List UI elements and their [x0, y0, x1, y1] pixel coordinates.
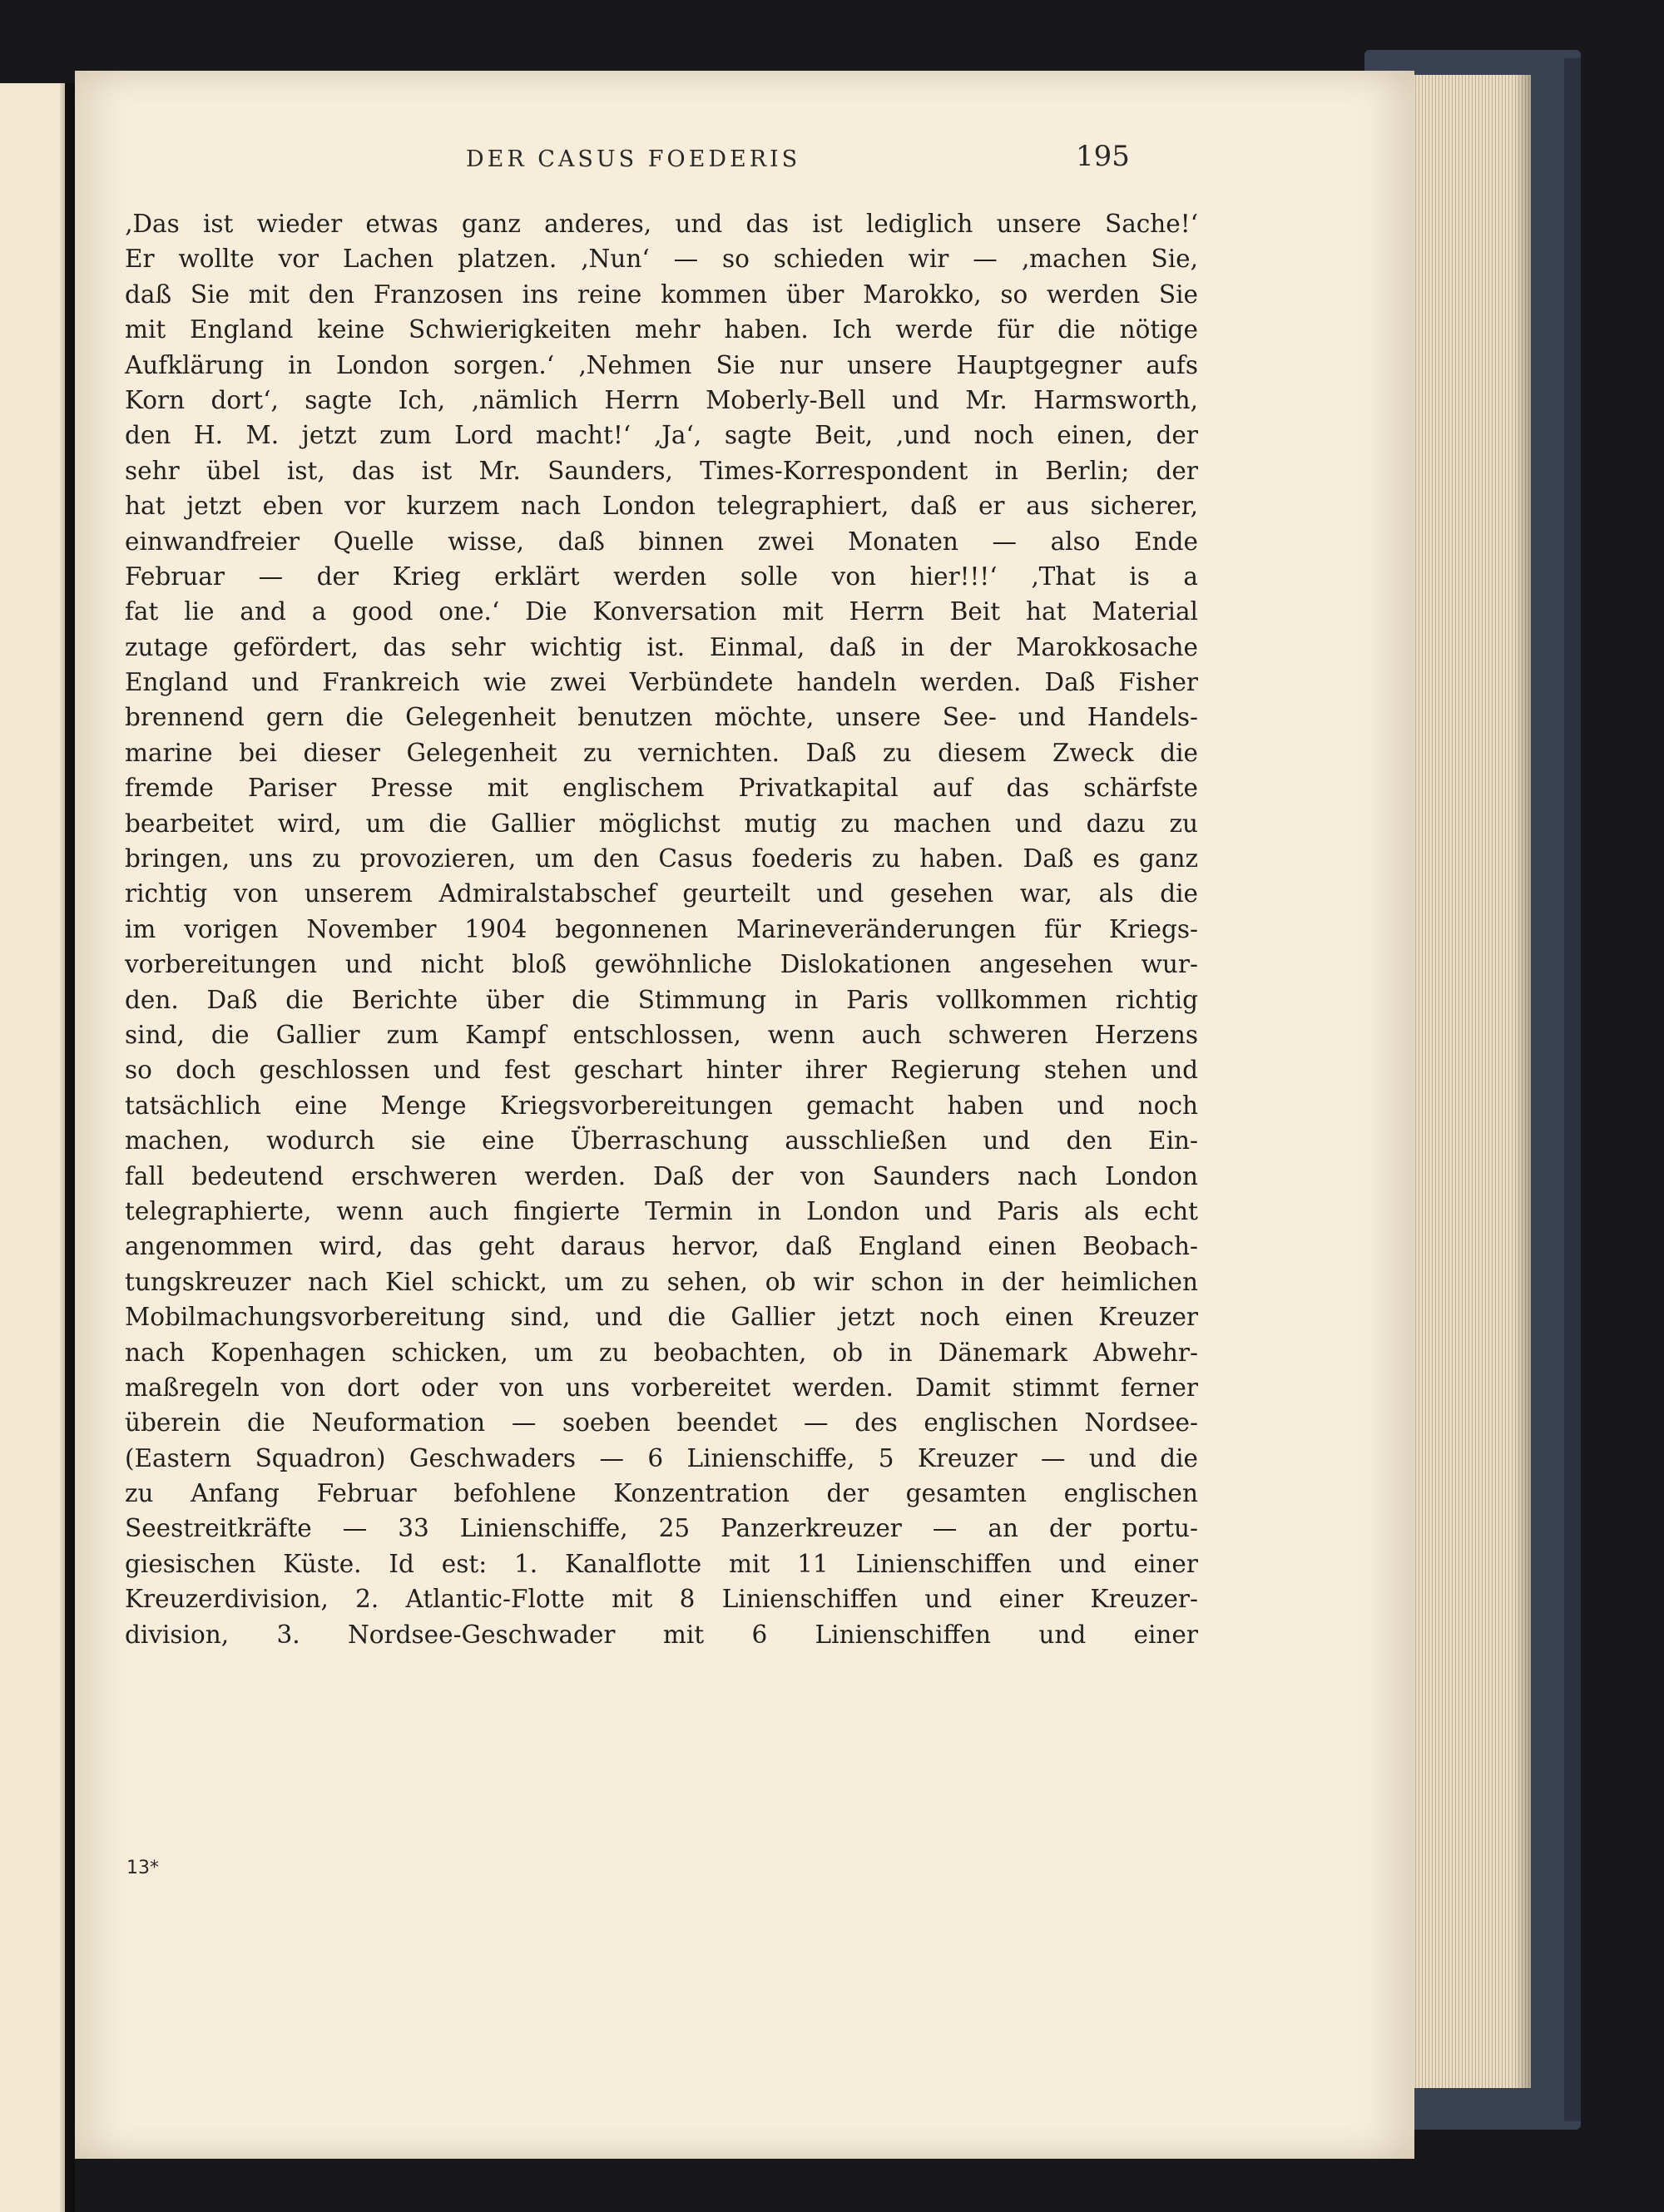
text-line: bringen, uns zu provozieren, um den Casus foederis zu haben. Daß es ganz: [125, 844, 1198, 873]
text-line: marine bei dieser Gelegenheit zu vernichten. Daß zu diesem Zweck die: [125, 738, 1198, 767]
page-stack-edge: [1406, 75, 1531, 2088]
running-head: DER CASUS FOEDERIS: [466, 146, 801, 172]
text-line: ‚Das ist wieder etwas ganz anderes, und das ist lediglich unsere Sache!‘: [125, 210, 1198, 238]
text-line: Korn dort‘, sagte Ich, ‚nämlich Herrn Moberly-Bell und Mr. Harmsworth,: [125, 385, 1198, 414]
text-line: sehr übel ist, das ist Mr. Saunders, Times-Korrespondent in Berlin; der: [125, 456, 1198, 485]
text-line: angenommen wird, das geht daraus hervor, daß England einen Beobach-: [125, 1232, 1198, 1261]
text-line: Aufklärung in London sorgen.‘ ‚Nehmen Sie nur unsere Hauptgegner aufs: [125, 350, 1198, 379]
text-line: sind, die Gallier zum Kampf entschlossen, wenn auch schweren Herzens: [125, 1020, 1198, 1049]
left-page-edge: [0, 83, 65, 2212]
text-line: maßregeln von dort oder von uns vorbereitet werden. Damit stimmt ferner: [125, 1373, 1198, 1402]
text-line: division, 3. Nordsee-Geschwader mit 6 Linienschiffen und einer: [125, 1620, 1198, 1649]
text-line: den. Daß die Berichte über die Stimmung in Paris vollkommen richtig: [125, 985, 1198, 1014]
text-line: Er wollte vor Lachen platzen. ‚Nun‘ — so schieden wir — ‚machen Sie,: [125, 245, 1198, 274]
text-line: richtig von unserem Admiralstabschef geurteilt und gesehen war, als die: [125, 879, 1198, 908]
text-line: nach Kopenhagen schicken, um zu beobachten, ob in Dänemark Abwehr-: [125, 1338, 1198, 1367]
text-line: einwandfreier Quelle wisse, daß binnen zwei Monaten — also Ende: [125, 527, 1198, 556]
book-cover-edge: [1564, 58, 1581, 2121]
gutter-shadow: [60, 83, 75, 2212]
text-line: Kreuzerdivision, 2. Atlantic-Flotte mit 8 Linienschiffen und einer Kreuzer-: [125, 1585, 1198, 1614]
text-line: tatsächlich eine Menge Kriegsvorbereitungen gemacht haben und noch: [125, 1091, 1198, 1120]
text-line: Seestreitkräfte — 33 Linienschiffe, 25 Panzerkreuzer — an der portu-: [125, 1514, 1198, 1543]
text-line: brennend gern die Gelegenheit benutzen möchte, unsere See- und Handels-: [125, 703, 1198, 732]
text-line: vorbereitungen und nicht bloß gewöhnliche Dislokationen angesehen wur-: [125, 950, 1198, 979]
text-line: zu Anfang Februar befohlene Konzentration der gesamten englischen: [125, 1479, 1198, 1508]
text-line: (Eastern Squadron) Geschwaders — 6 Linienschiffe, 5 Kreuzer — und die: [125, 1443, 1198, 1472]
text-line: giesischen Küste. Id est: 1. Kanalflotte mit 11 Linienschiffen und einer: [125, 1549, 1198, 1578]
text-line: mit England keine Schwierigkeiten mehr haben. Ich werde für die nötige: [125, 315, 1198, 344]
text-line: fall bedeutend erschweren werden. Daß der von Saunders nach London: [125, 1161, 1198, 1190]
text-line: England und Frankreich wie zwei Verbündete handeln werden. Daß Fisher: [125, 668, 1198, 697]
text-line: so doch geschlossen und fest geschart hinter ihrer Regierung stehen und: [125, 1056, 1198, 1085]
text-line: hat jetzt eben vor kurzem nach London telegraphiert, daß er aus sicherer,: [125, 492, 1198, 521]
text-line: Mobilmachungsvorbereitung sind, und die Gallier jetzt noch einen Kreuzer: [125, 1303, 1198, 1332]
text-line: tungskreuzer nach Kiel schickt, um zu sehen, ob wir schon in der heimlichen: [125, 1267, 1198, 1296]
text-line: fremde Pariser Presse mit englischem Privatkapital auf das schärfste: [125, 774, 1198, 803]
page-number: 195: [1076, 140, 1130, 173]
text-line: zutage gefördert, das sehr wichtig ist. Einmal, daß in der Marokkosache: [125, 632, 1198, 661]
text-line: Februar — der Krieg erklärt werden solle von hier!!!‘ ‚That is a: [125, 562, 1198, 591]
text-line: den H. M. jetzt zum Lord macht!‘ ‚Ja‘, sagte Beit, ‚und noch einen, der: [125, 421, 1198, 450]
text-line: überein die Neuformation — soeben beendet — des englischen Nordsee-: [125, 1408, 1198, 1438]
text-line: bearbeitet wird, um die Gallier möglichst mutig zu machen und dazu zu: [125, 809, 1198, 838]
text-line: daß Sie mit den Franzosen ins reine kommen über Marokko, so werden Sie: [125, 280, 1198, 309]
text-line: machen, wodurch sie eine Überraschung ausschließen und den Ein-: [125, 1126, 1198, 1155]
text-line: telegraphierte, wenn auch fingierte Termin in London und Paris als echt: [125, 1196, 1198, 1225]
signature-mark: 13*: [126, 1858, 159, 1878]
body-text: [125, 206, 1198, 1652]
text-line: fat lie and a good one.‘ Die Konversation mit Herrn Beit hat Material: [125, 597, 1198, 626]
text-line: im vorigen November 1904 begonnenen Marineveränderungen für Kriegs-: [125, 914, 1198, 943]
